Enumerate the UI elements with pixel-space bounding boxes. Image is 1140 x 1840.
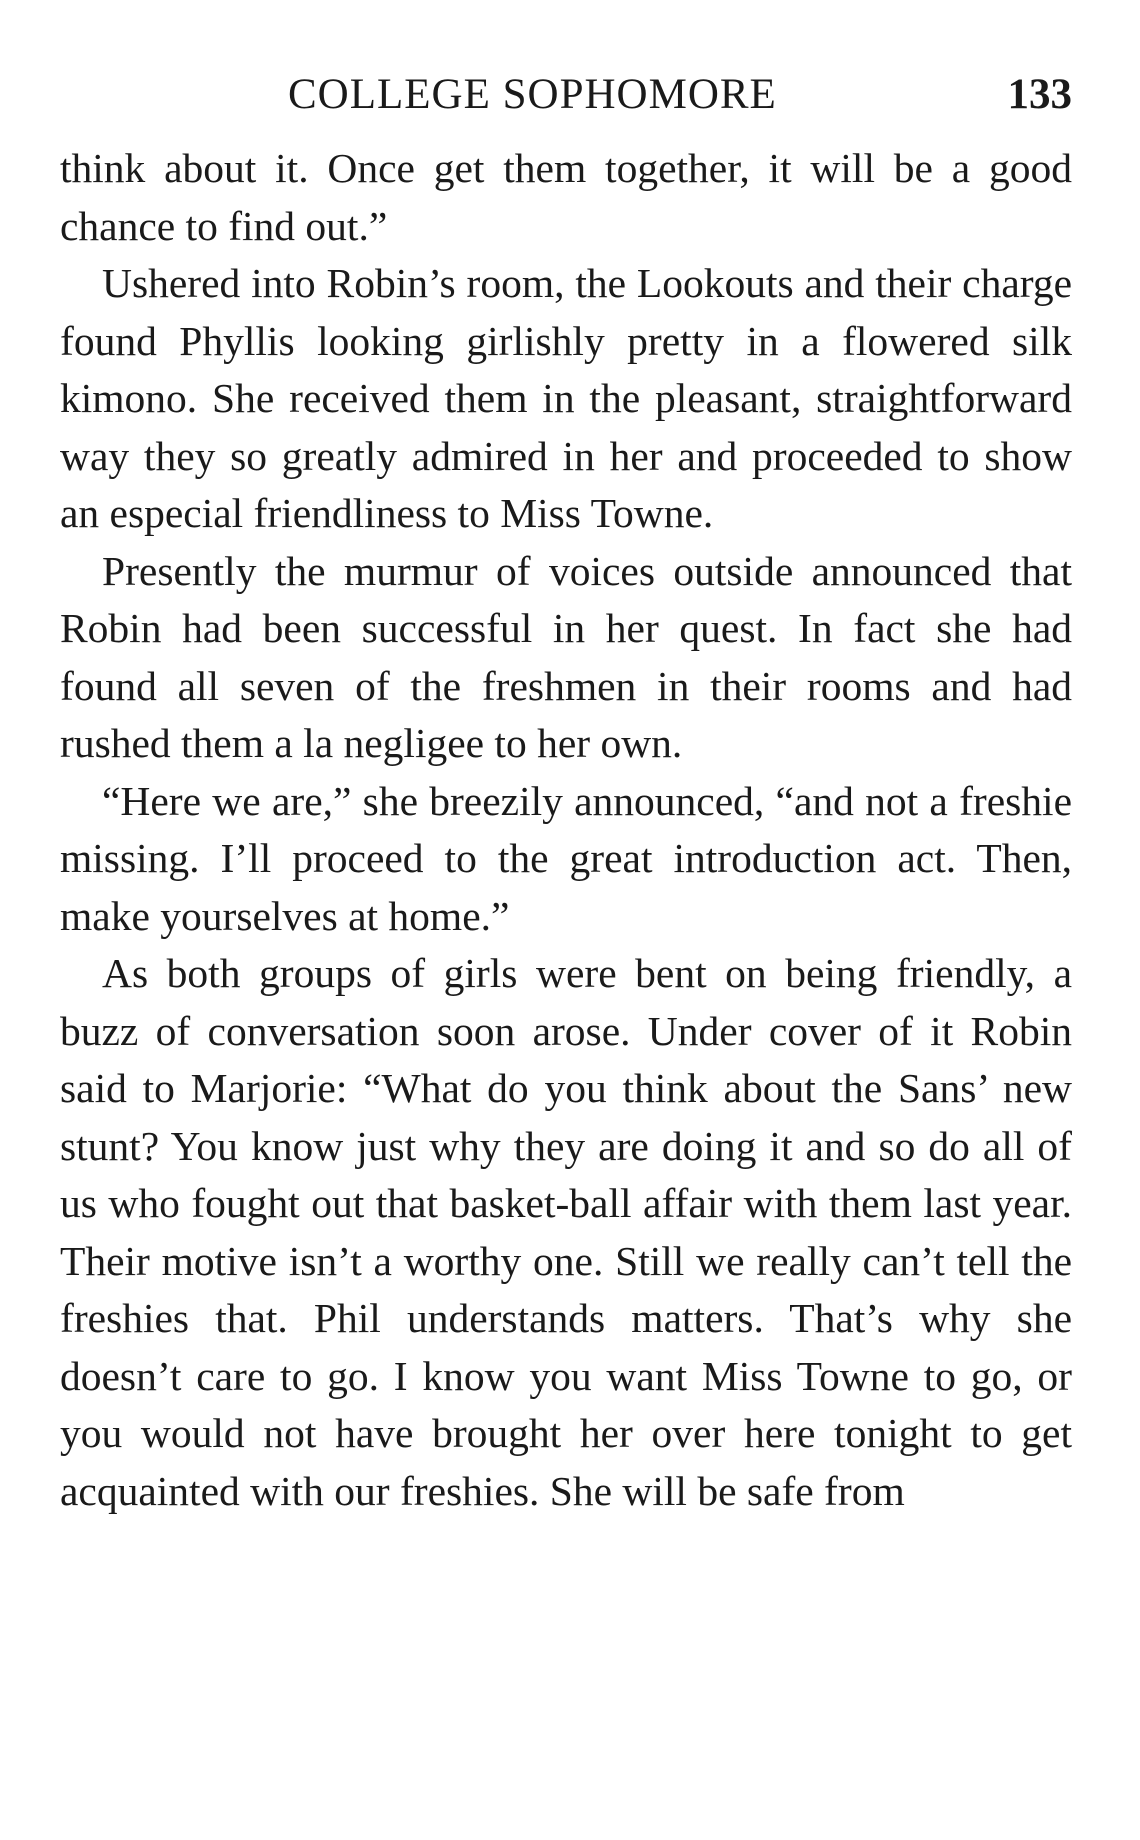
body-text xyxy=(60,140,1072,1520)
paragraph: “Here we are,” she breezily announced, “and not a freshie missing. I’ll proceed to the great introduction act. Then, make yourselves at home.” xyxy=(60,777,1072,939)
running-title: COLLEGE SOPHOMORE xyxy=(288,71,777,118)
page-number: 133 xyxy=(1007,71,1072,118)
book-page xyxy=(60,70,1072,1520)
paragraph: Presently the murmur of voices outside announced that Robin had been successful in her quest. In fact she had found all seven of the freshmen in their rooms and had rushed them a la negligee to her own. xyxy=(60,547,1072,766)
paragraph: Ushered into Robin’s room, the Lookouts and their charge found Phyllis looking girlishly pretty in a flowered silk kimono. She received them in the pleasant, straightforward way they so greatly admired in her and proceeded to show an especial friendliness to Miss Towne. xyxy=(60,260,1072,536)
paragraph: As both groups of girls were bent on being friendly, a buzz of conversation soon arose. Under cover of it Robin said to Marjorie: “What do you think about the Sans’ new stunt? You know just why they are doing it and so do all of us who fought out that basket-ball affair with them last year. Their motive isn’t a worthy one. Still we really can’t tell the freshies that. Phil understands matters. That’s why she doesn’t care to go. I know you want Miss Towne to go, or you would not have brought her over here tonight to get acquainted with our freshies. She will be safe from xyxy=(60,950,1072,1514)
paragraph-continued: think about it. Once get them together, it will be a good chance to find out.” xyxy=(60,145,1072,249)
page-header xyxy=(60,70,1072,140)
